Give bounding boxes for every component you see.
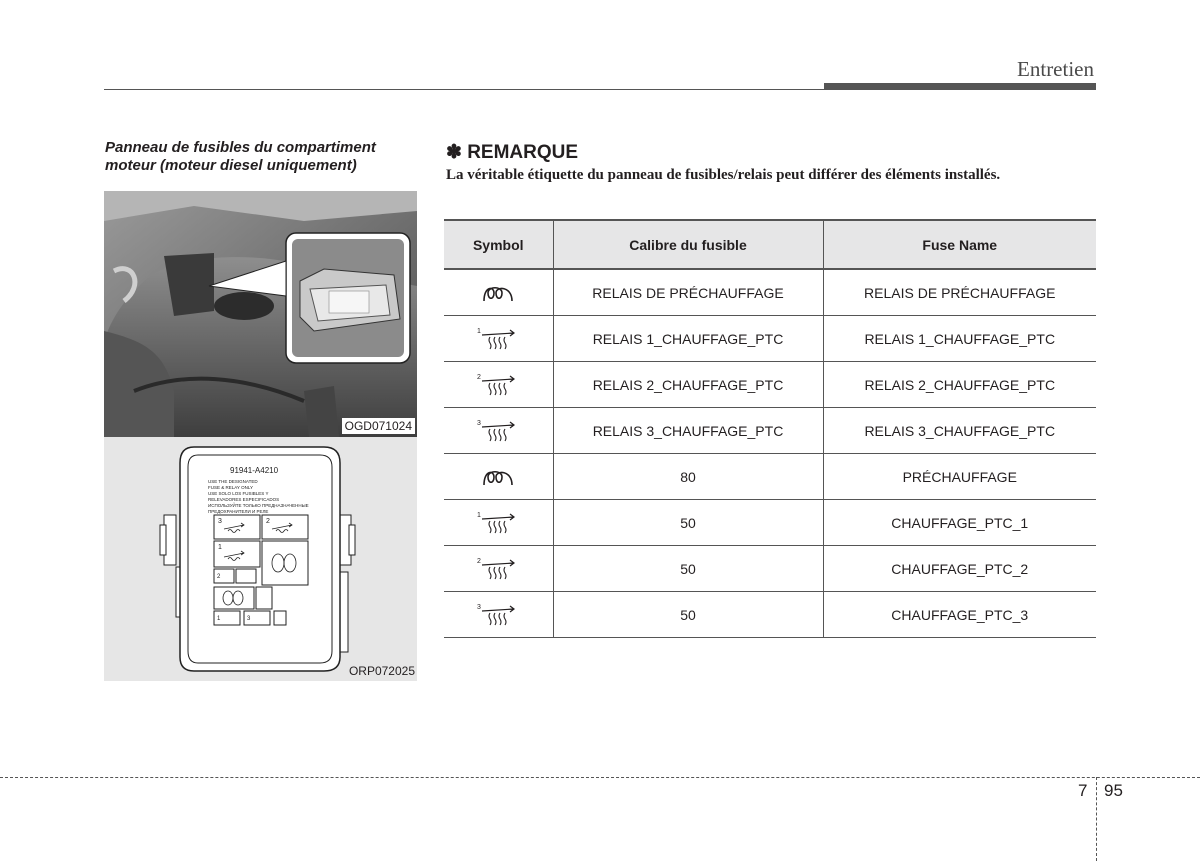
ptc-heater-icon (444, 362, 553, 408)
fuse-relay-table (444, 219, 1096, 638)
table-row (444, 269, 1096, 316)
svg-text:1: 1 (218, 544, 222, 551)
fuse-name-cell: CHAUFFAGE_PTC_3 (823, 592, 1096, 638)
table-row (444, 454, 1096, 500)
header-fuse-name: Fuse Name (823, 220, 1096, 269)
fuse-name-cell: CHAUFFAGE_PTC_1 (823, 500, 1096, 546)
fuse-rating-cell: 50 (553, 546, 823, 592)
header-rating: Calibre du fusible (553, 220, 823, 269)
table-row (444, 546, 1096, 592)
chapter-title: Entretien (1017, 57, 1094, 81)
svg-text:2: 2 (217, 574, 221, 580)
glow-relay-icon (444, 269, 553, 316)
remark-text: La véritable étiquette du panneau de fusibles/relais peut différer des éléments installés. (446, 167, 1001, 183)
table-row (444, 316, 1096, 362)
fuse-panel-diagram (104, 437, 417, 681)
table-header-row (444, 220, 1096, 269)
svg-text:3: 3 (477, 419, 482, 427)
svg-text:RELEVADORES ESPECIFICADOS: RELEVADORES ESPECIFICADOS (208, 497, 280, 502)
page-number: 95 (1104, 781, 1123, 800)
table-row (444, 362, 1096, 408)
svg-text:USE THE DESIGNATED: USE THE DESIGNATED (208, 479, 258, 484)
ptc-heater-icon (444, 546, 553, 592)
svg-text:ИСПОЛЬЗУЙТЕ ТОЛЬКО ПРЕДНАЗНАЧЕ: ИСПОЛЬЗУЙТЕ ТОЛЬКО ПРЕДНАЗНАЧЕННЫЕ (208, 503, 309, 508)
svg-text:3: 3 (477, 603, 482, 611)
header-rule (104, 89, 824, 90)
section-title: Panneau de fusibles du compartiment moteur (moteur diesel uniquement) (105, 139, 376, 174)
svg-text:2: 2 (477, 557, 482, 565)
fuse-name-cell: PRÉCHAUFFAGE (823, 454, 1096, 500)
fuse-cover-illustration (104, 437, 417, 681)
header-rule-accent (824, 83, 1096, 90)
table-row (444, 592, 1096, 638)
svg-text:3: 3 (247, 616, 251, 622)
fuse-rating-cell: RELAIS DE PRÉCHAUFFAGE (553, 269, 823, 316)
fuse-rating-cell: RELAIS 3_CHAUFFAGE_PTC (553, 408, 823, 454)
photo-code: OGD071024 (342, 418, 415, 434)
svg-text:FUSE & RELAY ONLY: FUSE & RELAY ONLY (208, 485, 254, 490)
fuse-name-cell: RELAIS 2_CHAUFFAGE_PTC (823, 362, 1096, 408)
glow-relay-icon (444, 454, 553, 500)
svg-text:3: 3 (218, 518, 222, 525)
chapter-number: 7 (1078, 781, 1088, 800)
fuse-rating-cell: 80 (553, 454, 823, 500)
table-row (444, 500, 1096, 546)
diagram-code: ORP072025 (348, 664, 415, 678)
header-symbol: Symbol (444, 220, 553, 269)
fuse-rating-cell: RELAIS 2_CHAUFFAGE_PTC (553, 362, 823, 408)
svg-text:USE SOLO LOS FUSIBLES Y: USE SOLO LOS FUSIBLES Y (208, 491, 269, 496)
ptc-heater-icon (444, 408, 553, 454)
footer-rule (0, 777, 1200, 778)
ptc-heater-icon (444, 316, 553, 362)
engine-compartment-photo (104, 191, 417, 437)
fuse-name-cell: CHAUFFAGE_PTC_2 (823, 546, 1096, 592)
svg-text:1: 1 (477, 511, 482, 519)
svg-text:1: 1 (217, 616, 221, 622)
fuse-name-cell: RELAIS 3_CHAUFFAGE_PTC (823, 408, 1096, 454)
svg-text:91941-A4210: 91941-A4210 (230, 466, 279, 475)
remark-title: ✽ REMARQUE (446, 142, 579, 163)
engine-bay-illustration (104, 191, 417, 437)
fuse-rating-cell: RELAIS 1_CHAUFFAGE_PTC (553, 316, 823, 362)
ptc-heater-icon (444, 592, 553, 638)
table-row (444, 408, 1096, 454)
svg-text:2: 2 (266, 518, 270, 525)
fuse-name-cell: RELAIS 1_CHAUFFAGE_PTC (823, 316, 1096, 362)
svg-text:ПРЕДОХРАНИТЕЛИ И РЕЛЕ: ПРЕДОХРАНИТЕЛИ И РЕЛЕ (208, 509, 269, 514)
footer-divider (1096, 777, 1097, 861)
fuse-rating-cell: 50 (553, 592, 823, 638)
svg-text:2: 2 (477, 373, 482, 381)
fuse-name-cell: RELAIS DE PRÉCHAUFFAGE (823, 269, 1096, 316)
fuse-rating-cell: 50 (553, 500, 823, 546)
svg-text:1: 1 (477, 327, 482, 335)
ptc-heater-icon (444, 500, 553, 546)
